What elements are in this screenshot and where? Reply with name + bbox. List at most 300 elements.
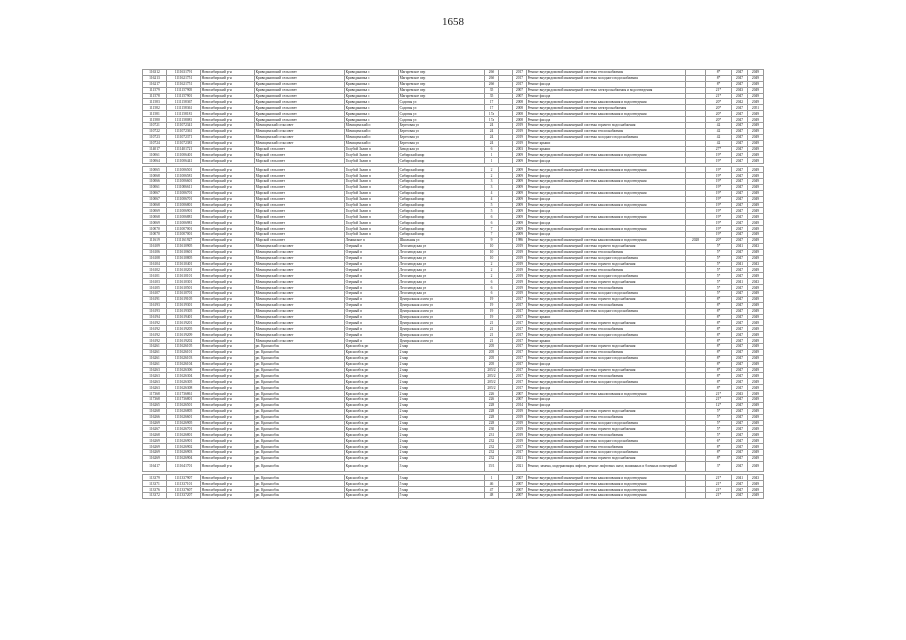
table-cell: 2043 — [732, 391, 748, 397]
table-cell: 2047 — [732, 249, 748, 255]
table-cell: 1 — [485, 475, 499, 481]
table-cell: 1111610905 — [167, 243, 201, 249]
table-cell: Сибирский квар — [399, 173, 485, 179]
table-cell: 5* — [706, 249, 732, 255]
table-cell: 20* — [706, 117, 732, 123]
table-cell: Новосибирский р-н — [201, 361, 255, 367]
table-cell: 21* — [706, 475, 732, 481]
table-cell: Ремонт внутридомовой инженерной системы теплоснабжения — [527, 373, 686, 379]
table-cell: 2008 — [513, 99, 527, 105]
table-cell: 2047 — [732, 420, 748, 426]
table-cell: Криводановский сельсовет — [255, 111, 345, 117]
table-cell: Ремонт фасада — [527, 220, 686, 226]
table-cell: 2047 — [732, 140, 748, 146]
table-cell: 2047 — [732, 237, 748, 243]
table-cell: Новосибирский р-н — [201, 475, 255, 481]
table-cell: 2047 — [732, 361, 748, 367]
table-cell: Новосибирский р-н — [201, 261, 255, 267]
table-cell: 1111610501 — [167, 285, 201, 291]
table-cell: рп. Краснообск — [255, 444, 345, 450]
table-cell: 2047 — [732, 332, 748, 338]
table-cell: 20* — [706, 105, 732, 111]
table-cell: 2017 — [513, 332, 527, 338]
table-cell: 2 — [485, 167, 499, 173]
table-cell: Мочищенский сельсовет — [255, 314, 345, 320]
table-cell: 2 мкр — [399, 349, 485, 355]
table-cell: 8* — [706, 379, 732, 385]
table-cell: Новосибирский р-н — [201, 111, 255, 117]
table-cell: 2017 — [513, 75, 527, 81]
table-cell: Новосибирский р-н — [201, 87, 255, 93]
table-cell: рп. Краснообск — [255, 355, 345, 361]
table-cell: Краснообск рп — [345, 373, 399, 379]
table-cell: 2049 — [748, 117, 764, 123]
table-cell: 2047 — [732, 75, 748, 81]
table-cell: 116193 — [143, 302, 167, 308]
table-cell: 1111157905 — [167, 87, 201, 93]
table-cell: Новосибирский р-н — [201, 408, 255, 414]
table-cell: Голубой Залив п — [345, 202, 399, 208]
table-cell: 1111610805 — [167, 255, 201, 261]
table-cell: рп. Краснообск — [255, 367, 345, 373]
table-cell: 2041 — [732, 279, 748, 285]
table-cell: рп. Краснообск — [255, 420, 345, 426]
table-cell: 116265 — [143, 402, 167, 408]
table-cell: 110724 — [143, 140, 167, 146]
table-cell: Криводановка с — [345, 81, 399, 87]
table-cell: Школьная ул — [399, 237, 485, 243]
table-cell: 116266 — [143, 414, 167, 420]
table-cell: 2047 — [732, 128, 748, 134]
table-cell: 5* — [706, 279, 732, 285]
table-cell: 116269 — [143, 438, 167, 444]
table-cell: 1 — [485, 158, 499, 164]
table-cell: Ремонт внутридомовой инженерной системы теплоснабжения — [527, 444, 686, 450]
table-cell: рп. Краснообск — [255, 450, 345, 456]
table-cell: 2047 — [732, 373, 748, 379]
table-cell: 8* — [706, 444, 732, 450]
table-cell: Заводская ул — [399, 146, 485, 152]
table-cell: 116107 — [143, 290, 167, 296]
table-cell: 110722 — [143, 128, 167, 134]
table-cell: 2047 — [732, 202, 748, 208]
table-cell: 1111157901 — [167, 93, 201, 99]
table-cell: 116192 — [143, 326, 167, 332]
table-cell: 2019 — [513, 414, 527, 420]
table-cell: 8* — [706, 355, 732, 361]
table-cell: Краснообск рп — [345, 444, 399, 450]
table-cell: Криводановка с — [345, 87, 399, 93]
table-cell: 8* — [706, 75, 732, 81]
table-cell: 15/1 — [485, 461, 499, 472]
table-cell: 117368 — [143, 396, 167, 402]
table-cell: 2047 — [732, 461, 748, 472]
table-cell: 2049 — [748, 111, 764, 117]
table-cell: 116263 — [143, 373, 167, 379]
table-cell: 116268 — [143, 432, 167, 438]
table-cell: Новосибирский р-н — [201, 373, 255, 379]
table-cell: Мочищенский сельсовет — [255, 267, 345, 273]
repair-schedule-table — [142, 69, 764, 499]
table-cell: Ремонт внутридомовой инженерной системы канализования и водоотведения — [527, 190, 686, 196]
table-cell: Мочищенский п — [345, 140, 399, 146]
table-cell: 2049 — [748, 237, 764, 243]
table-cell: 110064 — [143, 158, 167, 164]
table-cell: 110061 — [143, 184, 167, 190]
table-cell: 2 мкр — [399, 426, 485, 432]
table-cell: 2 мкр — [399, 438, 485, 444]
table-cell: 2007 — [513, 481, 527, 487]
table-cell: Озерный п — [345, 255, 399, 261]
table-cell: Новосибирский р-н — [201, 367, 255, 373]
table-cell: Голубой Залив п — [345, 152, 399, 158]
table-cell: 110069 — [143, 208, 167, 214]
table-cell: 2049 — [748, 481, 764, 487]
table-cell: 2017 — [513, 320, 527, 326]
table-cell: 2043 — [748, 261, 764, 267]
table-cell: 1111610101 — [167, 273, 201, 279]
table-cell: 19* — [706, 214, 732, 220]
table-cell: Ремонт внутридомовой инженерной системы холодного водоснабжения — [527, 134, 686, 140]
table-cell: 2049 — [748, 75, 764, 81]
table-cell: 1111626308 — [167, 385, 201, 391]
table-cell: 116191 — [143, 296, 167, 302]
table-cell: 2049 — [748, 414, 764, 420]
table-cell: 2049 — [748, 249, 764, 255]
table-cell: Краснообск рп — [345, 355, 399, 361]
table-cell: Ремонт внутридомовой инженерной системы теплоснабжения — [527, 249, 686, 255]
table-cell: Новосибирский р-н — [201, 355, 255, 361]
table-cell: Новосибирский р-н — [201, 81, 255, 87]
table-cell: 232 — [485, 455, 499, 461]
table-cell: 3 — [485, 184, 499, 190]
table-cell: Морской сельсовет — [255, 202, 345, 208]
table-cell: 2049 — [748, 461, 764, 472]
table-cell: Ремонт фасада — [527, 402, 686, 408]
table-cell: 1111158361 — [167, 105, 201, 111]
table-cell: Голубой Залив п — [345, 146, 399, 152]
table-cell: Краснообск рп — [345, 391, 399, 397]
table-cell: Новосибирский р-н — [201, 332, 255, 338]
table-cell: Ремонт внутридомовой инженерной системы холодного водоснабжения — [527, 332, 686, 338]
table-cell: Краснообск рп — [345, 493, 399, 499]
table-cell: 2049 — [748, 128, 764, 134]
table-cell: 46 — [485, 481, 499, 487]
table-cell: 2 мкр — [399, 373, 485, 379]
table-row — [143, 461, 764, 472]
table-cell: 2049 — [748, 158, 764, 164]
table-cell: Ремонт внутридомовой инженерной системы холодного водоснабжения — [527, 450, 686, 456]
table-cell: 2049 — [748, 308, 764, 314]
table-cell: 2009 — [513, 173, 527, 179]
table-cell: 2 мкр — [399, 391, 485, 397]
table-cell: 8* — [706, 314, 732, 320]
table-cell: Ремонт фасада — [527, 117, 686, 123]
table-cell: 2017 — [513, 308, 527, 314]
table-cell: 110721 — [143, 123, 167, 129]
table-cell: 2 мкр — [399, 385, 485, 391]
table-cell: 2049 — [748, 190, 764, 196]
table-cell: Ремонт внутридомовой инженерной системы электроснабжения и водоотведения — [527, 87, 686, 93]
table-cell: Криводановка с — [345, 105, 399, 111]
table-cell: Мочищенский сельсовет — [255, 273, 345, 279]
table-cell: Ремонт внутридомовой инженерной системы холодного водоснабжения — [527, 308, 686, 314]
table-cell: 2049 — [748, 432, 764, 438]
table-cell: Ремонт внутридомовой инженерной системы горячего водоснабжения — [527, 279, 686, 285]
table-cell: 8* — [706, 296, 732, 302]
table-cell: 226 — [485, 396, 499, 402]
table-cell: Новосибирский р-н — [201, 320, 255, 326]
table-cell: Морской сельсовет — [255, 237, 345, 243]
table-cell: 2017 — [513, 326, 527, 332]
table-cell: Криводановка с — [345, 99, 399, 105]
table-cell: 1111158181 — [167, 111, 201, 117]
table-cell: Береговая ул — [399, 123, 485, 129]
table-cell: Озерный п — [345, 285, 399, 291]
table-cell: 1111337607 — [167, 487, 201, 493]
table-cell: 2 мкр — [399, 455, 485, 461]
table-cell: 8* — [706, 320, 732, 326]
table-cell: 8* — [706, 349, 732, 355]
table-cell: 8* — [706, 70, 732, 76]
table-cell: Озерный п — [345, 243, 399, 249]
table-cell: Голубой Залив п — [345, 179, 399, 185]
table-cell: Озерный п — [345, 332, 399, 338]
table-cell: 2047 — [732, 343, 748, 349]
table-cell: 2007 — [513, 487, 527, 493]
table-cell: 1111072371 — [167, 134, 201, 140]
table-cell: 8* — [706, 338, 732, 344]
table-cell: 2019 — [513, 249, 527, 255]
table-cell: 2 мкр — [399, 367, 485, 373]
table-cell: Новосибирский р-н — [201, 391, 255, 397]
table-cell: 1111626305 — [167, 379, 201, 385]
table-cell: Ремонт фасада — [527, 158, 686, 164]
table-cell: Краснообск рп — [345, 385, 399, 391]
table-cell: Краснообск рп — [345, 396, 399, 402]
table-cell: 2047 — [732, 214, 748, 220]
table-cell: 17 — [485, 99, 499, 105]
table-cell: Новосибирский р-н — [201, 487, 255, 493]
table-cell: Новосибирский р-н — [201, 117, 255, 123]
table-cell: 2049 — [748, 146, 764, 152]
table-cell: Новосибирский р-н — [201, 396, 255, 402]
table-cell: 2049 — [748, 214, 764, 220]
table-cell: 10 — [485, 243, 499, 249]
table-cell: рп. Краснообск — [255, 396, 345, 402]
table-cell: 5 мкр — [399, 487, 485, 493]
table-cell: Ремонт фасада — [527, 173, 686, 179]
table-cell: Новосибирский р-н — [201, 146, 255, 152]
table-cell: Краснообск рп — [345, 343, 399, 349]
table-cell: рп. Краснообск — [255, 379, 345, 385]
table-cell: 2049 — [748, 267, 764, 273]
table-cell: Криводановка с — [345, 117, 399, 123]
table-cell: Голубой Залив п — [345, 158, 399, 164]
table-cell: Морской сельсовет — [255, 158, 345, 164]
table-cell: 116261 — [143, 355, 167, 361]
table-cell: 228 — [485, 414, 499, 420]
table-cell: Новосибирский р-н — [201, 128, 255, 134]
table-cell: 2047 — [732, 93, 748, 99]
table-cell: 2009 — [513, 196, 527, 202]
table-cell: Озерный п — [345, 261, 399, 267]
table-cell: 2017 — [513, 70, 527, 76]
table-cell: 2019 — [513, 290, 527, 296]
table-cell: 2017 — [513, 338, 527, 344]
table-cell: 2017 — [513, 385, 527, 391]
table-cell: Лесозаводская ул — [399, 249, 485, 255]
table-cell: Криводановка с — [345, 70, 399, 76]
table-cell: рп. Краснообск — [255, 373, 345, 379]
table-cell: 2049 — [748, 123, 764, 129]
table-cell: 2009 — [513, 179, 527, 185]
page-number: 1658 — [442, 16, 464, 28]
table-cell: 8* — [706, 326, 732, 332]
table-cell: 230 — [485, 426, 499, 432]
table-cell: Центральная аллея ул — [399, 314, 485, 320]
table-cell: 2041 — [732, 261, 748, 267]
table-cell: 2047 — [732, 402, 748, 408]
table-cell: 116261 — [143, 349, 167, 355]
table-cell: 1111626104 — [167, 361, 201, 367]
table-cell: 2049 — [748, 93, 764, 99]
table-cell: Мочищенский сельсовет — [255, 320, 345, 326]
table-cell: Морской сельсовет — [255, 179, 345, 185]
table-cell: 116269 — [143, 420, 167, 426]
table-cell: 1111626306 — [167, 367, 201, 373]
table-cell: 2049 — [748, 349, 764, 355]
table-cell: 117368 — [143, 391, 167, 397]
table-cell: 1111641701 — [167, 461, 201, 472]
table-cell: 2017 — [513, 314, 527, 320]
table-cell: Новосибирский р-н — [201, 99, 255, 105]
table-cell: Озерный п — [345, 273, 399, 279]
table-cell: 1111626903 — [167, 450, 201, 456]
table-cell: 116194 — [143, 314, 167, 320]
table-cell: 2049 — [748, 173, 764, 179]
table-cell: 2047 — [732, 196, 748, 202]
table-cell: 5* — [706, 414, 732, 420]
table-cell: 5 — [485, 208, 499, 214]
table-cell: Мочищенский сельсовет — [255, 279, 345, 285]
table-cell: 232 — [485, 438, 499, 444]
table-cell: 2 мкр — [399, 396, 485, 402]
table-cell: 2019 — [513, 279, 527, 285]
table-cell: 2049 — [748, 420, 764, 426]
table-cell: 2019 — [513, 255, 527, 261]
table-cell: 205/2 — [485, 367, 499, 373]
table-cell: Лесозаводская ул — [399, 261, 485, 267]
table-cell: 21 — [485, 332, 499, 338]
table-body — [143, 70, 764, 499]
table-cell: Мочищенский сельсовет — [255, 338, 345, 344]
table-cell: 27* — [706, 146, 732, 152]
table-cell: 116108 — [143, 255, 167, 261]
table-cell: Мочищенский сельсовет — [255, 134, 345, 140]
table-cell: 5* — [706, 285, 732, 291]
table-cell: 1111072361 — [167, 128, 201, 134]
table-cell: Ленинское п — [345, 237, 399, 243]
table-cell: 2007 — [513, 396, 527, 402]
table-cell: Новосибирский р-н — [201, 273, 255, 279]
table-cell: 228 — [485, 420, 499, 426]
table-cell: Ремонт внутридомовой инженерной системы холодного водоснабжения — [527, 420, 686, 426]
table-cell: Криводановка с — [345, 93, 399, 99]
table-cell: рп. Краснообск — [255, 487, 345, 493]
table-cell: Мочищенский сельсовет — [255, 261, 345, 267]
table-cell: 116269 — [143, 450, 167, 456]
table-cell: 205/2 — [485, 373, 499, 379]
table-cell: 2007 — [513, 475, 527, 481]
table-cell: Магаревское пер — [399, 93, 485, 99]
table-cell: 205 — [485, 361, 499, 367]
table-cell: 2047 — [732, 152, 748, 158]
table-cell: 116101 — [143, 273, 167, 279]
table-cell: 1111158367 — [167, 99, 201, 105]
table-cell: 2 мкр — [399, 355, 485, 361]
table-cell: рп. Краснообск — [255, 455, 345, 461]
table-cell: 20* — [706, 237, 732, 243]
table-cell: Ремонт внутридомовой инженерной системы холодного водоснабжения — [527, 75, 686, 81]
table-cell: Новосибирский р-н — [201, 414, 255, 420]
table-cell: 2049 — [748, 208, 764, 214]
table-cell: Новосибирский р-н — [201, 134, 255, 140]
table-cell: 1111619401 — [167, 314, 201, 320]
table-cell: Краснообск рп — [345, 420, 399, 426]
table-cell: 1111619202 — [167, 338, 201, 344]
table-cell: 5* — [706, 408, 732, 414]
table-cell: 2047 — [732, 123, 748, 129]
table-cell: 2 мкр — [399, 444, 485, 450]
table-cell: 116192 — [143, 320, 167, 326]
table-cell: 20* — [706, 111, 732, 117]
table-cell: Морской сельсовет — [255, 196, 345, 202]
table-cell: 2041 — [732, 243, 748, 249]
table-cell: Голубой Залив п — [345, 190, 399, 196]
table-cell: Краснообск рп — [345, 432, 399, 438]
table-cell: Морской сельсовет — [255, 152, 345, 158]
table-cell: 26б — [485, 81, 499, 87]
table-cell: Озерный п — [345, 290, 399, 296]
table-cell: 19 — [485, 296, 499, 302]
table-cell: Криводановка с — [345, 75, 399, 81]
table-cell: 2049 — [748, 152, 764, 158]
table-cell: 2049 — [748, 87, 764, 93]
table-cell: 2 мкр — [399, 432, 485, 438]
table-cell: 2009 — [513, 190, 527, 196]
table-cell: 2047 — [732, 105, 748, 111]
table-cell: Морской сельсовет — [255, 214, 345, 220]
table-cell: Береговая ул — [399, 134, 485, 140]
table-cell: 19* — [706, 202, 732, 208]
table-cell: Новосибирский р-н — [201, 290, 255, 296]
table-cell: 19* — [706, 184, 732, 190]
table-cell: 2007 — [513, 391, 527, 397]
table-cell: 2014 — [513, 402, 527, 408]
table-cell: Ремонт фасада — [527, 385, 686, 391]
table-cell: Магаревское пер — [399, 87, 485, 93]
table-cell: 5* — [706, 290, 732, 296]
table-cell: 8* — [706, 308, 732, 314]
table-cell: 21* — [706, 481, 732, 487]
table-cell: Ремонт внутридомовой инженерной системы канализования и водоотведения — [527, 391, 686, 397]
table-cell: Новосибирский р-н — [201, 338, 255, 344]
table-cell: 1111161927 — [167, 237, 201, 243]
table-cell: 21 — [485, 338, 499, 344]
table-cell: 2049 — [748, 487, 764, 493]
table-cell: Криводановский сельсовет — [255, 87, 345, 93]
